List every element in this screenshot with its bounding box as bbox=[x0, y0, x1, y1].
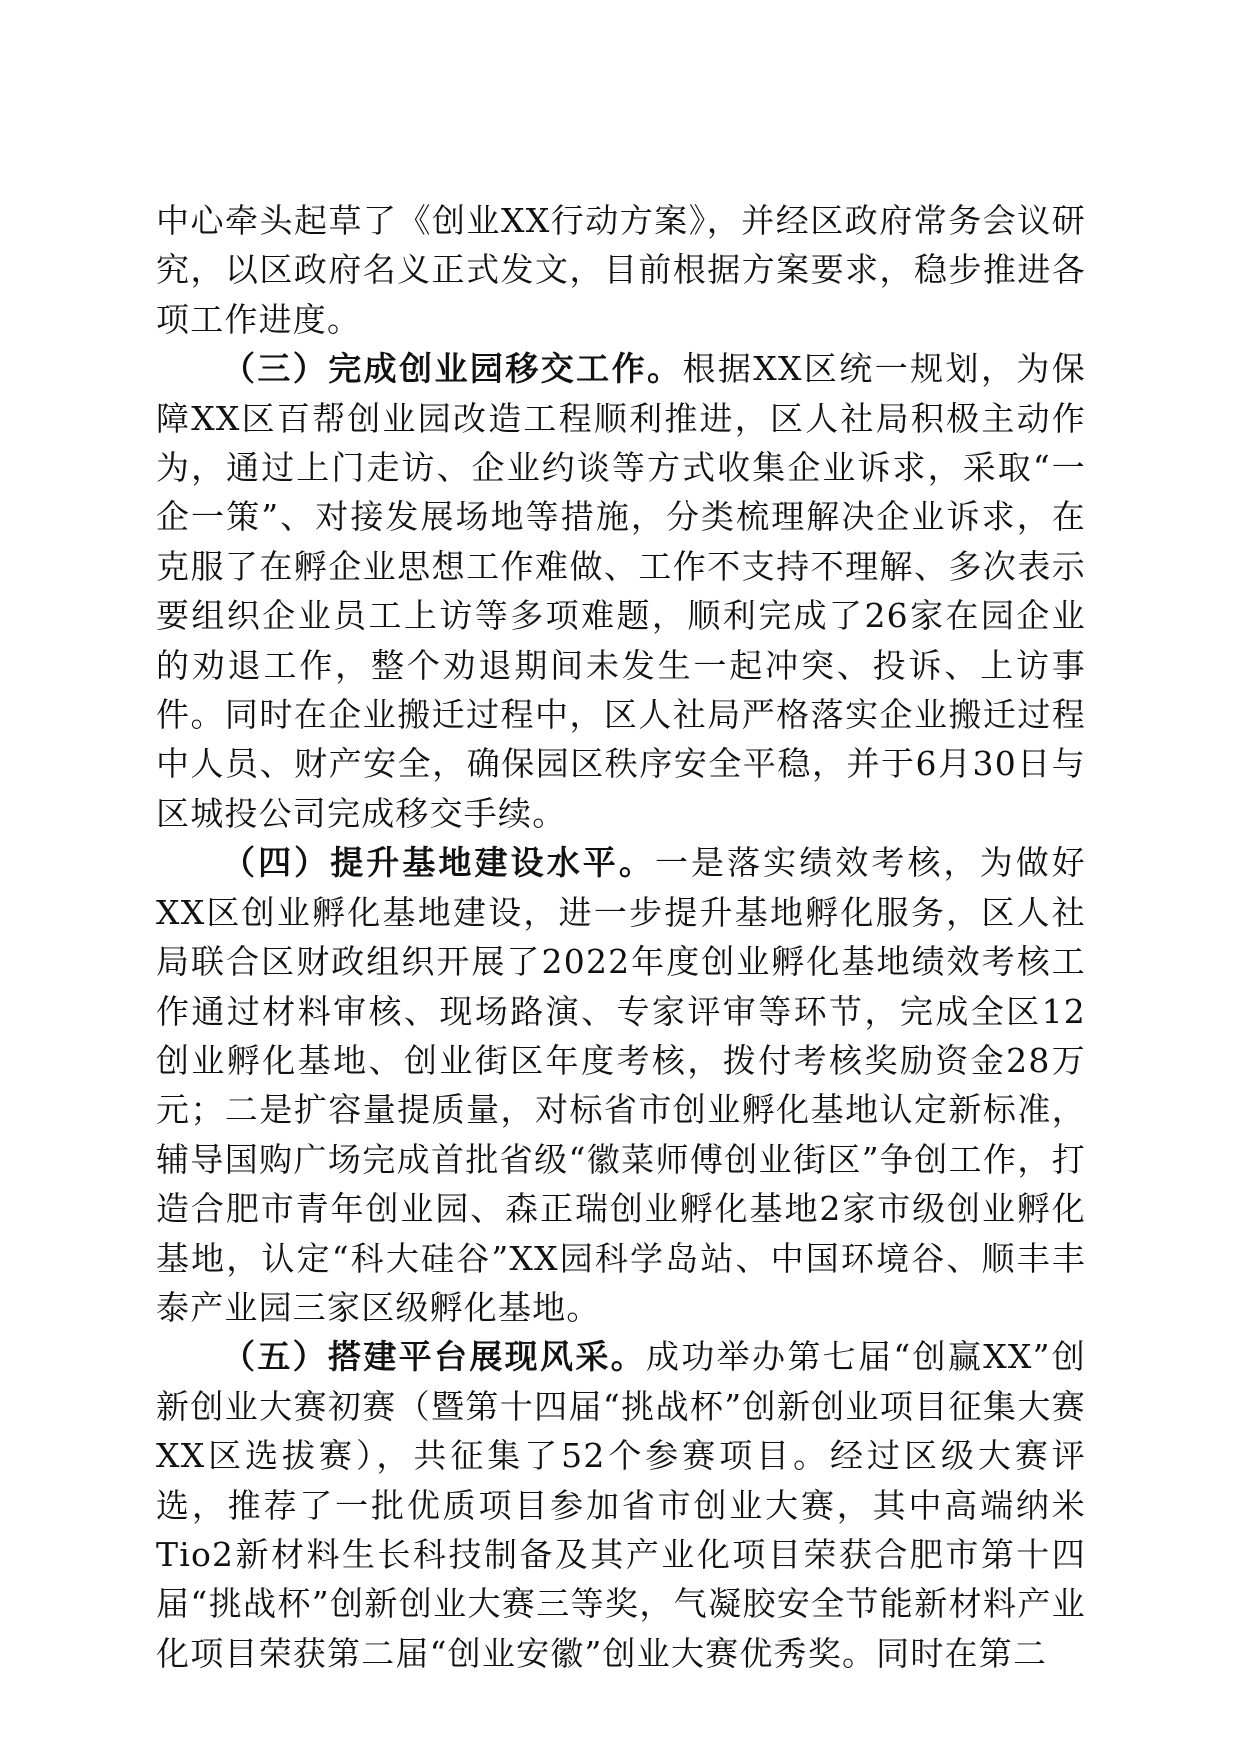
section-heading: （四）提升基地建设水平。 bbox=[222, 843, 655, 883]
paragraph-body: 一是落实绩效考核，为做好XX区创业孵化基地建设，进一步提升基地孵化服务，区人社局联合区财政组织开展了2022年度创业孵化基地绩效考核工作通过材料审核、现场路演、专家评审等环节，完成全区12创业孵化基地、创业街区年度考核，拨付考核奖励资金28万元；二是扩容量提质量，对标省市创业孵化基地认定新标准，辅导国购广场完成首批省级“徽菜师傅创业街区”争创工作，打造合肥市青年创业园、森正瑞创业孵化基地2家市级创业孵化基地，认定“科大硅谷”XX园科学岛站、中国环境谷、顺丰丰泰产业园三家区级孵化基地。 bbox=[156, 843, 1086, 1327]
section-heading: （五）搭建平台展现风采。 bbox=[222, 1337, 646, 1377]
paragraph-body: 中心牵头起草了《创业XX行动方案》，并经区政府常务会议研究，以区政府名义正式发文，目前根据方案要求，稳步推进各项工作进度。 bbox=[156, 201, 1086, 339]
paragraph-body: 根据XX区统一规划，为保障XX区百帮创业园改造工程顺利推进，区人社局积极主动作为，通过上门走访、企业约谈等方式收集企业诉求，采取“一企一策”、对接发展场地等措施，分类梳理解决企业诉求，在克服了在孵企业思想工作难做、工作不支持不理解、多次表示要组织企业员工上访等多项难题，顺利完成了26家在园企业的劝退工作，整个劝退期间未发生一起冲突、投诉、上访事件。同时在企业搬迁过程中，区人社局严格落实企业搬迁过程中人员、财产安全，确保园区秩序安全平稳，并于6月30日与区城投公司完成移交手续。 bbox=[156, 349, 1086, 833]
paragraph-section-4 bbox=[156, 838, 1086, 1332]
paragraph-section-3 bbox=[156, 344, 1086, 838]
paragraph-section-5 bbox=[156, 1332, 1086, 1678]
section-heading: （三）完成创业园移交工作。 bbox=[222, 349, 683, 389]
document-body bbox=[156, 196, 1086, 1678]
paragraph-continued-action-plan bbox=[156, 196, 1086, 344]
paragraph-body: 成功举办第七届“创赢XX”创新创业大赛初赛（暨第十四届“挑战杯”创新创业项目征集大赛XX区选拔赛），共征集了52个参赛项目。经过区级大赛评选，推荐了一批优质项目参加省市创业大赛，其中高端纳米Tio2新材料生长科技制备及其产业化项目荣获合肥市第十四届“挑战杯”创新创业大赛三等奖，气凝胶安全节能新材料产业化项目荣获第二届“创业安徽”创业大赛优秀奖。同时在第二 bbox=[156, 1337, 1086, 1673]
